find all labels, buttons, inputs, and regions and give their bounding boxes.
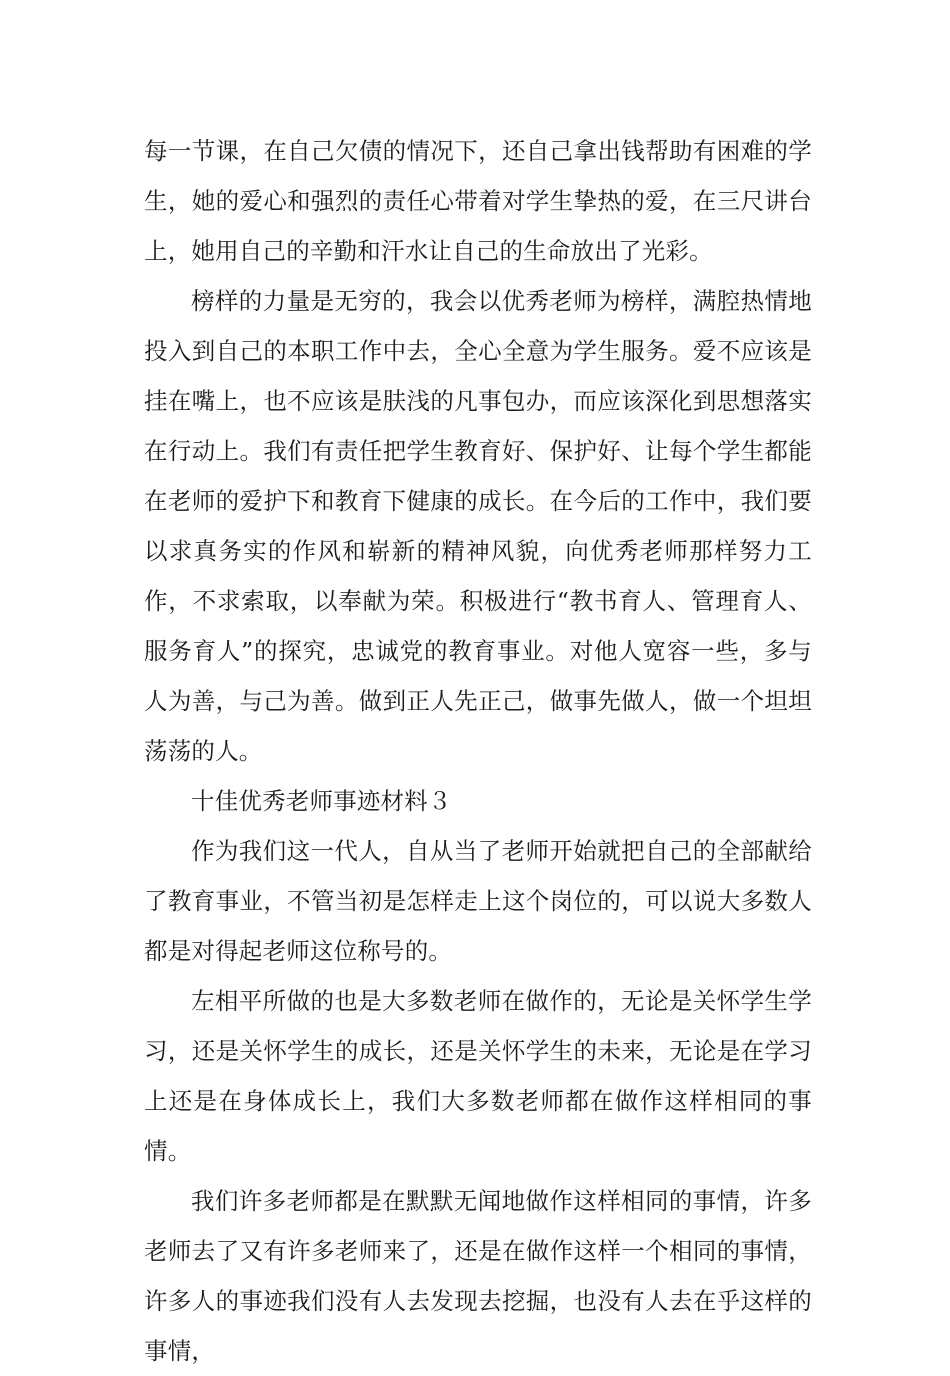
- paragraph-generation: 作为我们这一代人，自从当了老师开始就把自己的全部献给了教育事业，不管当初是怎样走上这个岗位的，可以说大多数人都是对得起老师这位称号的。: [144, 837, 812, 965]
- paragraph-continuation: 每一节课，在自己欠债的情况下，还自己拿出钱帮助有困难的学生，她的爱心和强烈的责任心带着对学生挚热的爱，在三尺讲台上，她用自己的辛勤和汗水让自己的生命放出了光彩。: [144, 137, 812, 265]
- document-body: [144, 126, 812, 1376]
- paragraph-many-teachers: 我们许多老师都是在默默无闻地做作这样相同的事情，许多老师去了又有许多老师来了，还是在做作这样一个相同的事情，许多人的事迹我们没有人去发现去挖掘，也没有人去在乎这样的事情，: [144, 1187, 812, 1365]
- paragraph-zuo-xiangping: 左相平所做的也是大多数老师在做作的，无论是关怀学生学习，还是关怀学生的成长，还是关怀学生的未来，无论是在学习上还是在身体成长上，我们大多数老师都在做作这样相同的事情。: [144, 987, 812, 1165]
- paragraph-role-model: 榜样的力量是无穷的，我会以优秀老师为榜样，满腔热情地投入到自己的本职工作中去，全心全意为学生服务。爱不应该是挂在嘴上，也不应该是肤浅的凡事包办，而应该深化到思想落实在行动上。我们有责任把学生教育好、保护好、让每个学生都能在老师的爱护下和教育下健康的成长。在今后的工作中，我们要以求真务实的作风和崭新的精神风貌，向优秀老师那样努力工作，不求索取，以奉献为荣。积极进行“教书育人、管理育人、服务育人”的探究，忠诚党的教育事业。对他人宽容一些，多与人为善，与己为善。做到正人先正己，做事先做人，做一个坦坦荡荡的人。: [144, 287, 812, 765]
- section-heading: 十佳优秀老师事迹材料３: [191, 787, 452, 815]
